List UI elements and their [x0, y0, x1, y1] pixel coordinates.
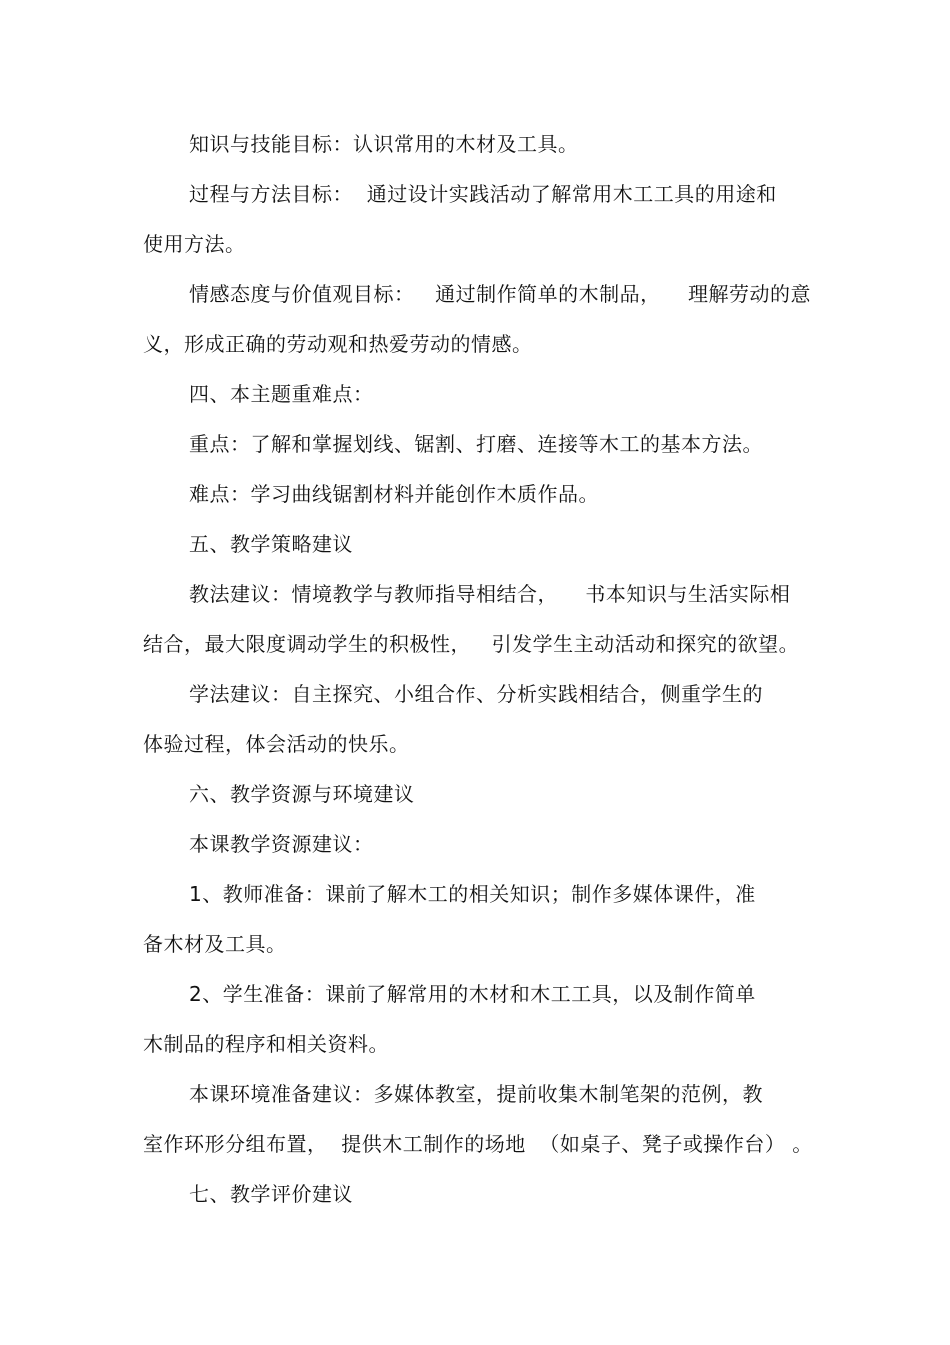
paragraph-learning-method-cont: 体验过程，体会活动的快乐。 — [143, 732, 410, 756]
heading-teaching-strategy: 五、教学策略建议 — [189, 532, 353, 556]
heading-key-difficult-points: 四、本主题重难点： — [189, 382, 374, 406]
paragraph-difficult-point: 难点：学习曲线锯割材料并能创作木质作品。 — [189, 482, 599, 506]
list-item-teacher-prep-cont: 备木材及工具。 — [143, 932, 287, 956]
paragraph-key-point: 重点：了解和掌握划线、锯割、打磨、连接等木工的基本方法。 — [189, 432, 763, 456]
paragraph-knowledge-goal: 知识与技能目标：认识常用的木材及工具。 — [189, 132, 579, 156]
paragraph-environment: 本课环境准备建议：多媒体教室，提前收集木制笔架的范例，教 — [189, 1082, 763, 1106]
list-item-student-prep-cont: 木制品的程序和相关资料。 — [143, 1032, 389, 1056]
list-item-student-prep: 2、学生准备：课前了解常用的木材和木工工具，以及制作简单 — [189, 982, 756, 1006]
paragraph-process-goal: 过程与方法目标： 通过设计实践活动了解常用木工工具的用途和 — [189, 182, 777, 206]
paragraph-teaching-method-cont: 结合，最大限度调动学生的积极性， 引发学生主动活动和探究的欲望。 — [143, 632, 800, 656]
paragraph-learning-method: 学法建议：自主探究、小组合作、分析实践相结合，侧重学生的 — [189, 682, 763, 706]
heading-resources-environment: 六、教学资源与环境建议 — [189, 782, 415, 806]
paragraph-attitude-goal: 情感态度与价值观目标： 通过制作简单的木制品， 理解劳动的意 — [189, 282, 812, 306]
paragraph-resources-intro: 本课教学资源建议： — [189, 832, 374, 856]
paragraph-attitude-goal-cont: 义，形成正确的劳动观和热爱劳动的情感。 — [143, 332, 533, 356]
paragraph-process-goal-cont: 使用方法。 — [143, 232, 246, 256]
paragraph-teaching-method: 教法建议：情境教学与教师指导相结合， 书本知识与生活实际相 — [189, 582, 791, 606]
list-item-teacher-prep: 1、教师准备：课前了解木工的相关知识；制作多媒体课件，准 — [189, 882, 756, 906]
heading-evaluation: 七、教学评价建议 — [189, 1182, 353, 1206]
paragraph-environment-cont: 室作环形分组布置， 提供木工制作的场地 （如桌子、凳子或操作台） 。 — [143, 1132, 813, 1156]
